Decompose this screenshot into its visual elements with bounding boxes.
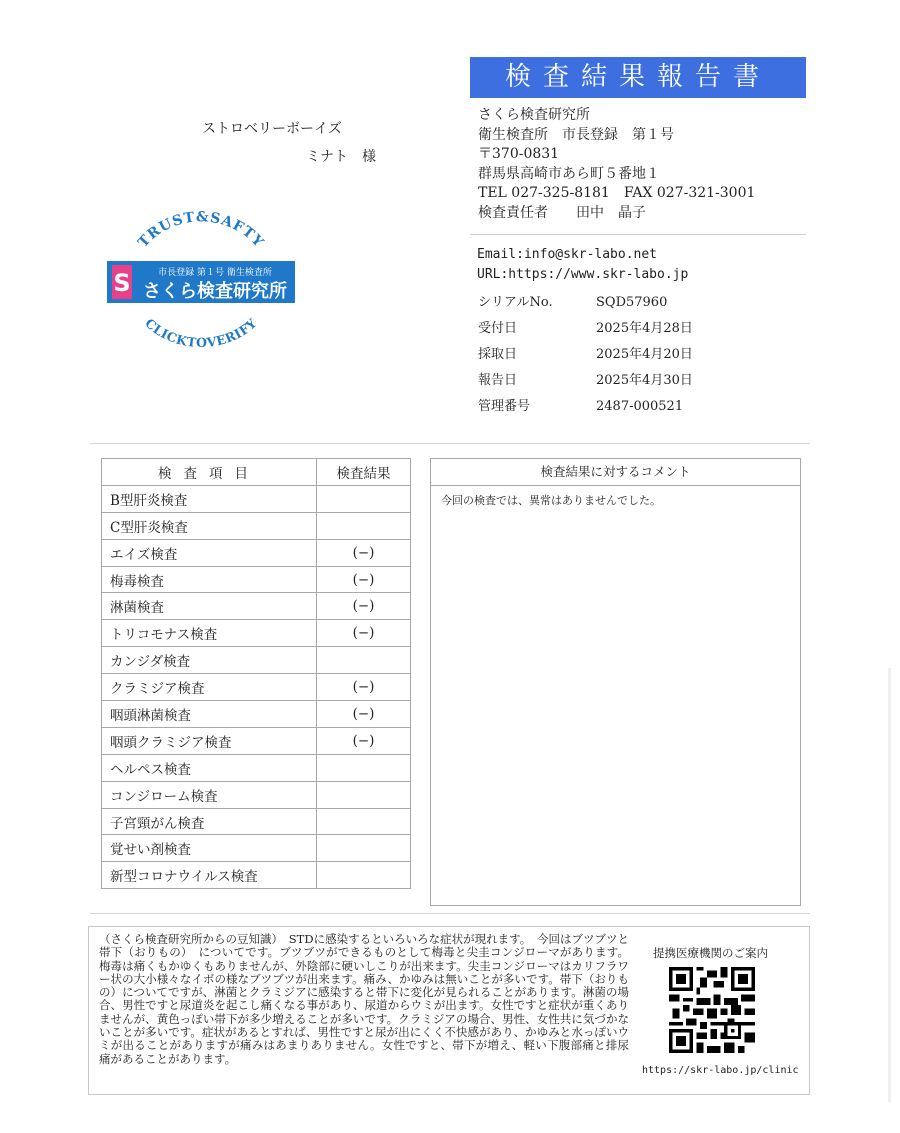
recipient-person: ミナト 様 [306,149,376,165]
meta-label: 管理番号 [478,399,531,414]
header-test-item: 検査項目 [102,459,317,486]
comment-text: 今回の検査では、異常はありませんでした。 [441,494,661,507]
table-row [102,620,411,647]
table-row [102,727,411,754]
seal-arc-top-text: TRUST&SAFTY [135,209,267,251]
recipient-name: ストロベリーボーイズ [202,121,342,137]
lab-url: URL:https://www.skr-labo.jp [477,267,689,282]
table-row [102,647,411,674]
test-item: 新型コロナウイルス検査 [102,862,317,889]
table-row [102,701,411,728]
clinic-label: 提携医療機関のご案内 [653,946,768,960]
scrollbar-track[interactable] [888,668,891,1102]
table-row [102,593,411,620]
test-result [317,835,411,862]
lab-info [478,106,755,223]
test-result [317,485,411,512]
meta-label: 受付日 [478,321,518,336]
seal-lab-name: さくら検査研究所 [143,281,287,302]
comment-header: 検査結果に対するコメント [431,459,800,486]
table-row [102,512,411,539]
test-item: 子宮頸がん検査 [102,808,317,835]
table-row [102,539,411,566]
table-row [102,566,411,593]
seal-arc-bottom-text: CLICKTOVERIFY [142,315,260,350]
meta-value: 2025年4月30日 [596,373,693,388]
svg-text:CLICKTOVERIFY [142,315,260,350]
meta-label: 採取日 [478,347,518,362]
test-item: 梅毒検査 [102,566,317,593]
test-item: コンジローム検査 [102,781,317,808]
test-item: B型肝炎検査 [102,485,317,512]
header-test-result: 検査結果 [317,459,411,486]
test-result [317,512,411,539]
comment-box [430,458,801,906]
test-result: (−) [317,701,411,728]
meta-row-collected [478,342,693,368]
trivia-text: （さくら検査研究所からの豆知識） STDに感染するといろいろな症状が現れます。 今回はブツブツと帯下（おりもの） についてです。ブツブツができるものとして梅毒と尖圭コンジローマがあります。梅毒は痛くもかゆくもありませんが、外陰部に硬いしこりが出来ます。尖圭コンジローマはカリフラワー状の大小様々なイボの様なブツブツが出来ます。痛み、かゆみは無いことが多いです。帯下（おりもの）についてですが、淋菌とクラミジアに感染すると帯下に変化が見られることがあります。淋菌の場合、男性ですと尿道炎を起こし痛くなる事があり、尿道からウミが出ます。女性ですと症状が重くありませんが、黄色っぽい帯下が多少増えることが多いです。クラミジアの場合、男性、女性共に気づかないことが多いです。症状があるとすれば、男性ですと尿が出にくく不快感があり、かゆみと水っぽいウミが出ることがありますが痛みはあまりありません。女性ですと、帯下が増え、軽い下腹部痛と排尿痛があることがあります。 [99,932,629,1066]
meta-row-control-number [478,394,693,420]
divider [90,913,810,914]
lab-email: Email:info@skr-labo.net [477,247,658,262]
meta-row-reported [478,368,693,394]
test-result: (−) [317,727,411,754]
test-result [317,862,411,889]
meta-row-received [478,316,693,342]
test-results-table [101,458,411,889]
clinic-url[interactable]: https://skr-labo.jp/clinic [642,1065,799,1076]
table-row [102,485,411,512]
test-item: 咽頭クラミジア検査 [102,727,317,754]
report-title: 検査結果報告書 [470,57,806,98]
lab-contact [477,245,688,285]
meta-row-serial [478,290,693,316]
svg-text:TRUST&SAFTY [135,209,267,251]
seal-registration-text: 市長登録 第１号 衛生検査所 [158,268,272,278]
test-item: 淋菌検査 [102,593,317,620]
divider [470,234,806,235]
lab-address: 群馬県高崎市あら町５番地１ [478,165,660,182]
test-result: (−) [317,566,411,593]
divider [90,443,810,444]
meta-label: 報告日 [478,373,518,388]
test-result: (−) [317,620,411,647]
test-result: (−) [317,539,411,566]
test-item: クラミジア検査 [102,674,317,701]
meta-value: 2025年4月20日 [596,347,693,362]
lab-manager: 検査責任者 田中 晶子 [478,204,646,221]
test-item: エイズ検査 [102,539,317,566]
meta-value: SQD57960 [596,295,668,310]
test-result: (−) [317,674,411,701]
test-result [317,754,411,781]
meta-value: 2025年4月28日 [596,321,693,336]
lab-postal-code: 〒370-0831 [478,146,560,162]
trivia-box [88,926,810,1095]
test-item: ヘルペス検査 [102,754,317,781]
table-row [102,862,411,889]
meta-label: シリアルNo. [478,295,553,310]
lab-name: さくら検査研究所 [478,107,590,123]
lab-seal-logo [105,205,297,355]
test-item: カンジダ検査 [102,647,317,674]
test-result [317,808,411,835]
table-row [102,754,411,781]
clinic-qr-code[interactable] [669,967,755,1053]
table-row [102,674,411,701]
test-item: C型肝炎検査 [102,512,317,539]
meta-value: 2487-000521 [596,399,684,414]
table-row [102,808,411,835]
table-row [102,835,411,862]
test-result [317,781,411,808]
seal-mark-letter: S [113,269,131,297]
test-item: 覚せい剤検査 [102,835,317,862]
test-result: (−) [317,593,411,620]
lab-phone-fax: TEL 027-325-8181 FAX 027-321-3001 [478,185,756,201]
test-item: 咽頭淋菌検査 [102,701,317,728]
test-result [317,647,411,674]
test-item: トリコモナス検査 [102,620,317,647]
table-row [102,781,411,808]
report-meta [478,290,693,420]
lab-registration: 衛生検査所 市長登録 第１号 [478,126,674,143]
